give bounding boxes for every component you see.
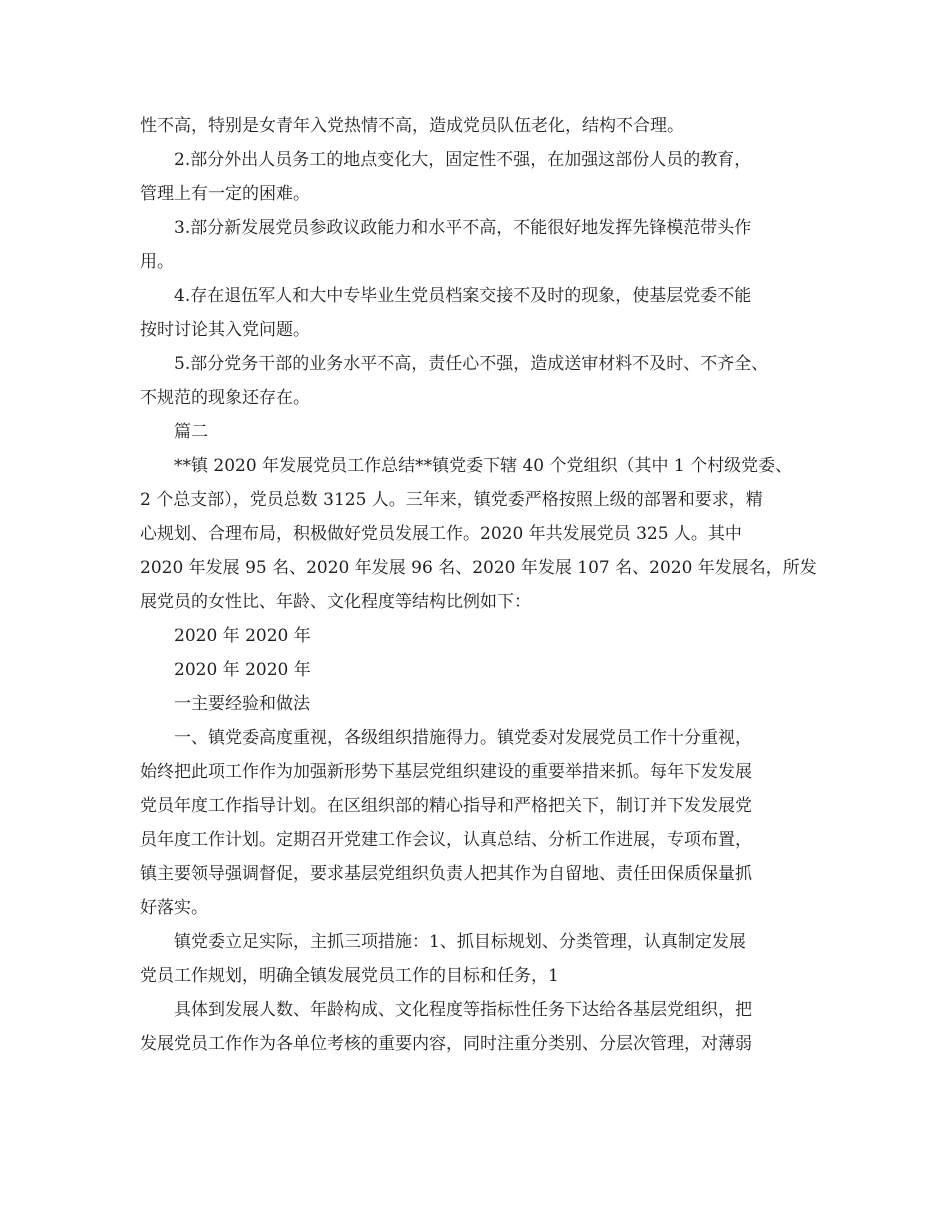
text-line: 按时讨论其入党问题。 [140, 320, 310, 340]
text-line: 党员工作规划，明确全镇发展党员工作的目标和任务，1 [140, 966, 559, 986]
text-line: 5.部分党务干部的业务水平不高，责任心不强，造成送审材料不及时、不齐全、 [174, 354, 769, 374]
text-line: 一、镇党委高度重视，各级组织措施得力。镇党委对发展党员工作十分重视， [174, 728, 752, 748]
text-line: 党员年度工作指导计划。在区组织部的精心指导和严格把关下，制订并下发发展党 [140, 796, 752, 816]
text-line: 性不高，特别是女青年入党热情不高，造成党员队伍老化，结构不合理。 [140, 116, 684, 136]
text-line: 4.存在退伍军人和大中专毕业生党员档案交接不及时的现象，使基层党委不能 [174, 286, 752, 306]
text-line: 不规范的现象还存在。 [140, 388, 310, 408]
text-line: 好落实。 [140, 898, 208, 918]
subsection-heading: 一主要经验和做法 [174, 694, 310, 714]
text-line: 2020 年 2020 年 [174, 660, 311, 680]
text-line: 用。 [140, 252, 174, 272]
text-line: 2.部分外出人员务工的地点变化大，固定性不强，在加强这部份人员的教育， [174, 150, 752, 170]
text-line: 镇党委立足实际，主抓三项措施：1、抓目标规划、分类管理，认真制定发展 [174, 932, 746, 952]
section-heading: 篇二 [174, 422, 208, 442]
text-line: 员年度工作计划。定期召开党建工作会议，认真总结、分析工作进展，专项布置， [140, 830, 752, 850]
text-line: 始终把此项工作作为加强新形势下基层党组织建设的重要举措来抓。每年下发发展 [140, 762, 752, 782]
text-line: **镇 2020 年发展党员工作总结**镇党委下辖 40 个党组织（其中 1 个村级党委、 [174, 456, 793, 476]
text-line: 心规划、合理布局，积极做好党员发展工作。2020 年共发展党员 325 人。其中 [140, 524, 742, 544]
text-line: 2 个总支部），党员总数 3125 人。三年来，镇党委严格按照上级的部署和要求，精 [140, 490, 763, 510]
text-line: 镇主要领导强调督促，要求基层党组织负责人把其作为自留地、责任田保质保量抓 [140, 864, 752, 884]
text-line: 管理上有一定的困难。 [140, 184, 310, 204]
text-line: 2020 年发展 95 名、2020 年发展 96 名、2020 年发展 107 名、2020 年发展名，所发 [140, 558, 817, 578]
text-line: 具体到发展人数、年龄构成、文化程度等指标性任务下达给各基层党组织，把 [174, 1000, 752, 1020]
text-line: 2020 年 2020 年 [174, 626, 311, 646]
text-line: 展党员的女性比、年龄、文化程度等结构比例如下： [140, 592, 531, 612]
text-line: 发展党员工作作为各单位考核的重要内容，同时注重分类别、分层次管理，对薄弱 [140, 1034, 752, 1054]
text-line: 3.部分新发展党员参政议政能力和水平不高，不能很好地发挥先锋模范带头作 [174, 218, 752, 238]
